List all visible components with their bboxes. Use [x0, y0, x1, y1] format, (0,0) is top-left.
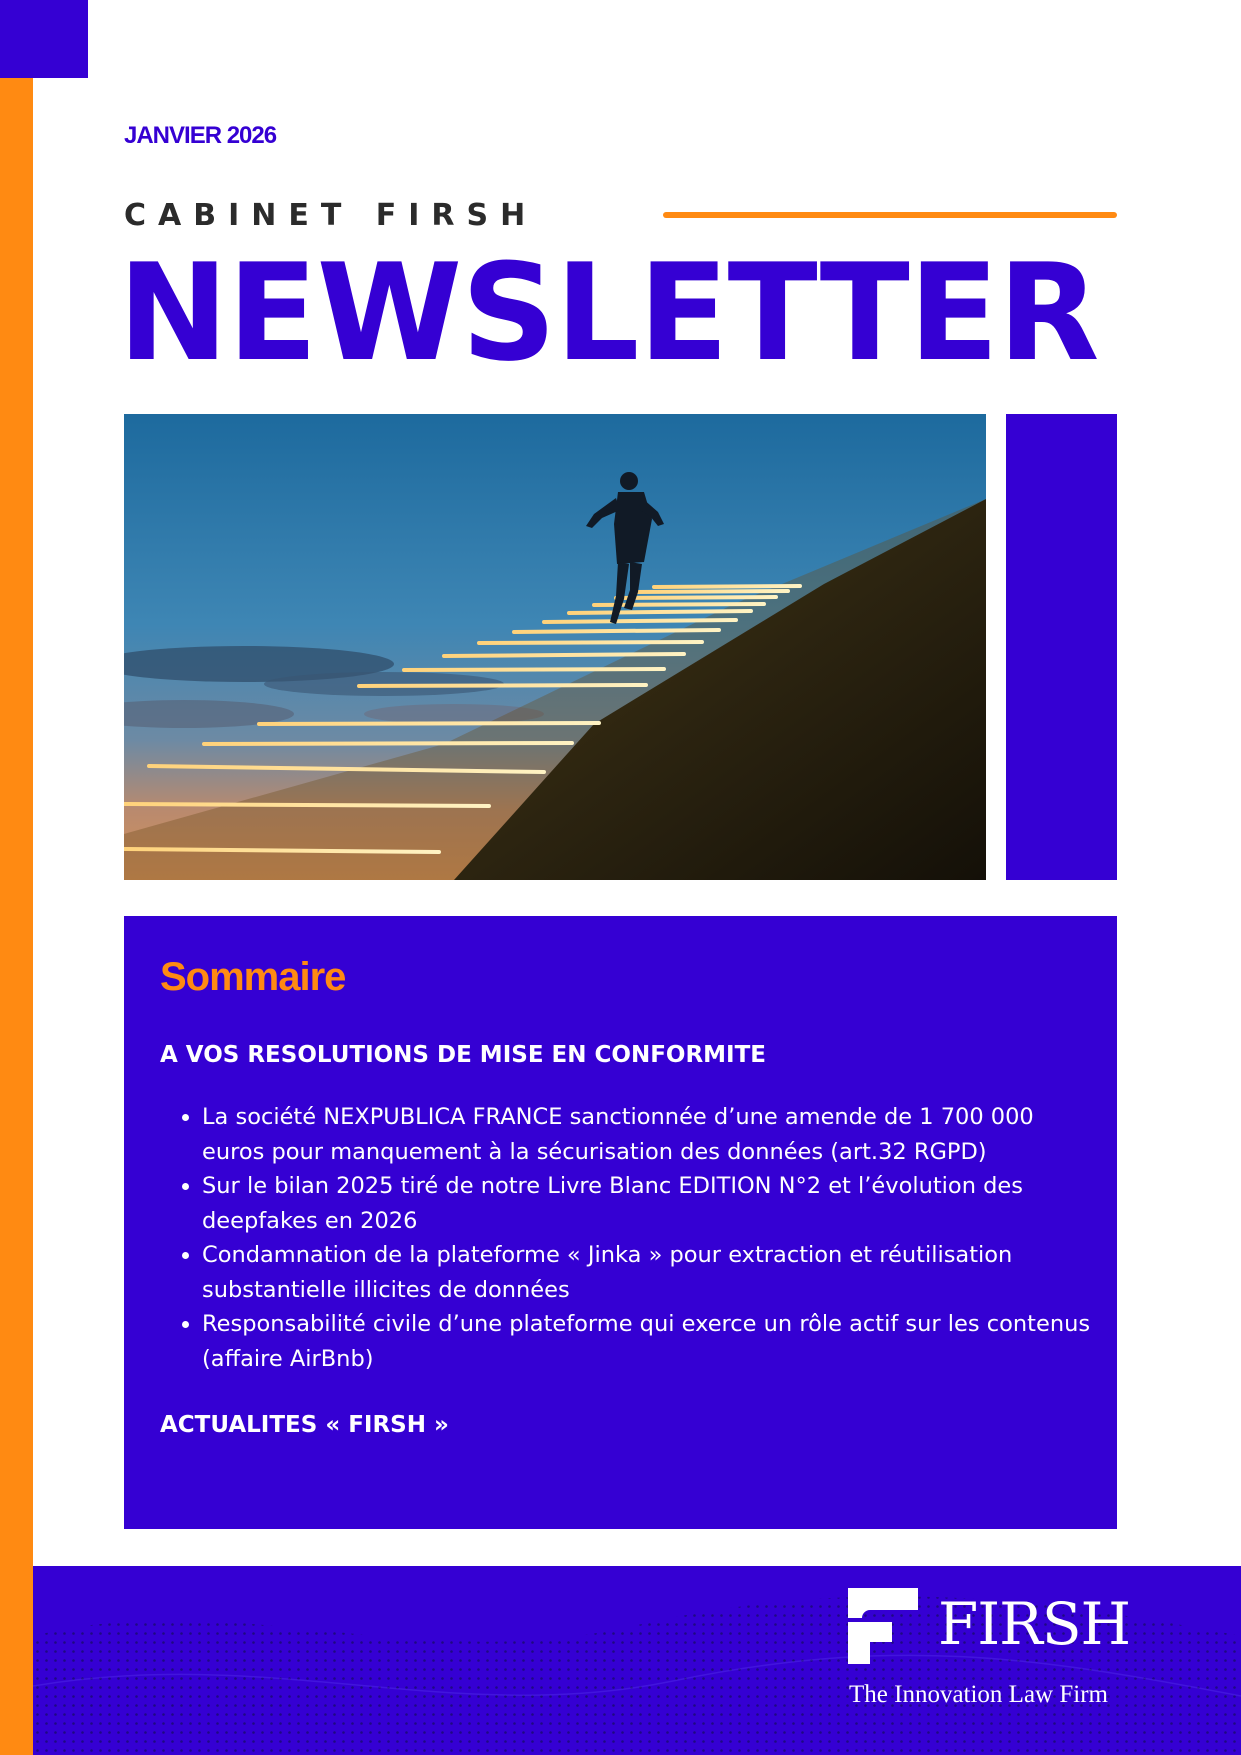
section-heading-compliance: A VOS RESOLUTIONS DE MISE EN CONFORMITE [160, 1042, 767, 1068]
section-heading-news: ACTUALITES « FIRSH » [160, 1412, 449, 1438]
summary-panel [124, 916, 1117, 1529]
left-orange-stripe [0, 78, 33, 1755]
header-orange-rule [663, 212, 1117, 218]
list-item: • Sur le bilan 2025 tiré de notre Livre Blanc EDITION N°2 et l’évolution des deepfakes en 2026 [202, 1169, 1095, 1238]
side-blue-block [1006, 414, 1117, 880]
hero-image [124, 414, 986, 880]
list-item: • La société NEXPUBLICA FRANCE sanctionnée d’une amende de 1 700 000 euros pour manquement à la sécurisation des données (art.32 RGPD) [202, 1100, 1095, 1169]
logo-wordmark: FIRSH [938, 1590, 1131, 1658]
list-item: • Condamnation de la plateforme « Jinka » pour extraction et réutilisation substantielle illicites de données [202, 1238, 1095, 1307]
issue-date: JANVIER 2026 [124, 122, 277, 149]
footer-band [33, 1566, 1241, 1755]
summary-list [160, 1100, 1095, 1376]
firm-name: CABINET FIRSH [124, 198, 538, 233]
summary-title: Sommaire [160, 955, 346, 999]
firsh-logo-icon [848, 1588, 918, 1664]
logo-tagline: The Innovation Law Firm [849, 1681, 1108, 1708]
newsletter-title: NEWSLETTER [118, 235, 1099, 391]
corner-accent-block [0, 0, 88, 78]
list-item: • Responsabilité civile d’une plateforme qui exerce un rôle actif sur les contenus (affaire AirBnb) [202, 1307, 1095, 1376]
